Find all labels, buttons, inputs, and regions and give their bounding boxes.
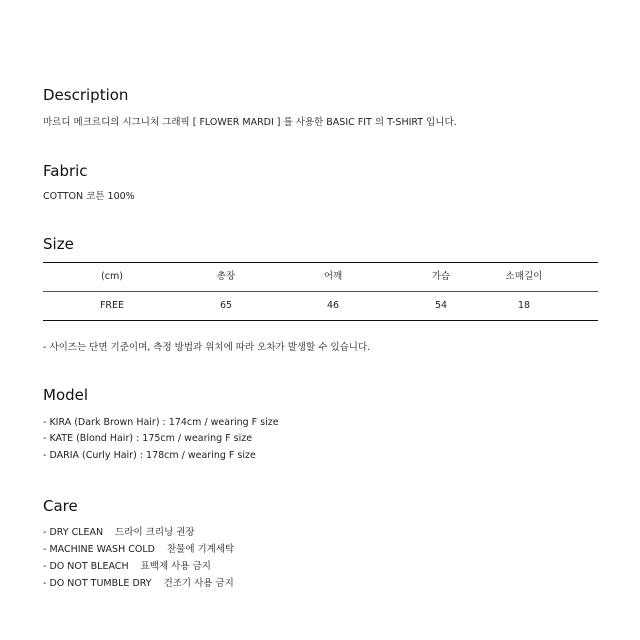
care-item-en: - DO NOT TUMBLE DRY [43, 578, 152, 589]
size-header-unit: (cm) [101, 271, 123, 282]
size-header-shoulder: 어깨 [323, 271, 343, 282]
fabric-text: COTTON 코튼 100% [43, 191, 135, 202]
size-header-chest: 가슴 [431, 271, 451, 282]
list-item [43, 578, 234, 590]
size-header-length: 총장 [216, 271, 236, 282]
size-table [43, 262, 598, 321]
care-title: Care [43, 497, 78, 515]
size-cell-chest: 54 [434, 300, 448, 311]
care-item-kr: 드라이 크리닝 권장 [115, 527, 195, 538]
model-title: Model [43, 386, 89, 404]
size-note: - 사이즈는 단면 기준이며, 측정 방법과 위치에 따라 오차가 발생할 수 있습니다. [43, 342, 371, 353]
size-cell-name: FREE [99, 300, 125, 311]
list-item: - KIRA (Dark Brown Hair) : 174cm / wearing F size [43, 417, 279, 428]
size-cell-length: 65 [219, 300, 233, 311]
fabric-title: Fabric [43, 162, 88, 180]
size-cell-shoulder: 46 [326, 300, 340, 311]
list-item [43, 561, 211, 573]
care-item-kr: 찬물에 기계세탁 [166, 544, 235, 555]
list-item: - DARIA (Curly Hair) : 178cm / wearing F size [43, 450, 256, 461]
care-item-kr: 표백제 사용 금지 [140, 561, 211, 572]
care-item-kr: 건조기 사용 금지 [163, 578, 234, 589]
care-item-en: - DRY CLEAN [43, 527, 104, 538]
list-item: - KATE (Blond Hair) : 175cm / wearing F size [43, 433, 253, 444]
size-title: Size [43, 235, 74, 253]
list-item [43, 527, 195, 539]
size-header-sleeve: 소매길이 [505, 271, 543, 282]
care-item-en: - MACHINE WASH COLD [43, 544, 155, 555]
size-table-header-row [43, 263, 598, 292]
size-cell-sleeve: 18 [517, 300, 531, 311]
list-item [43, 544, 234, 556]
description-title: Description [43, 86, 129, 104]
description-text: 마르디 메크르디의 시그니처 그래픽 [ FLOWER MARDI ] 를 사용한 BASIC FIT 의 T-SHIRT 입니다. [43, 117, 457, 128]
care-item-en: - DO NOT BLEACH [43, 561, 129, 572]
table-row [43, 292, 598, 320]
